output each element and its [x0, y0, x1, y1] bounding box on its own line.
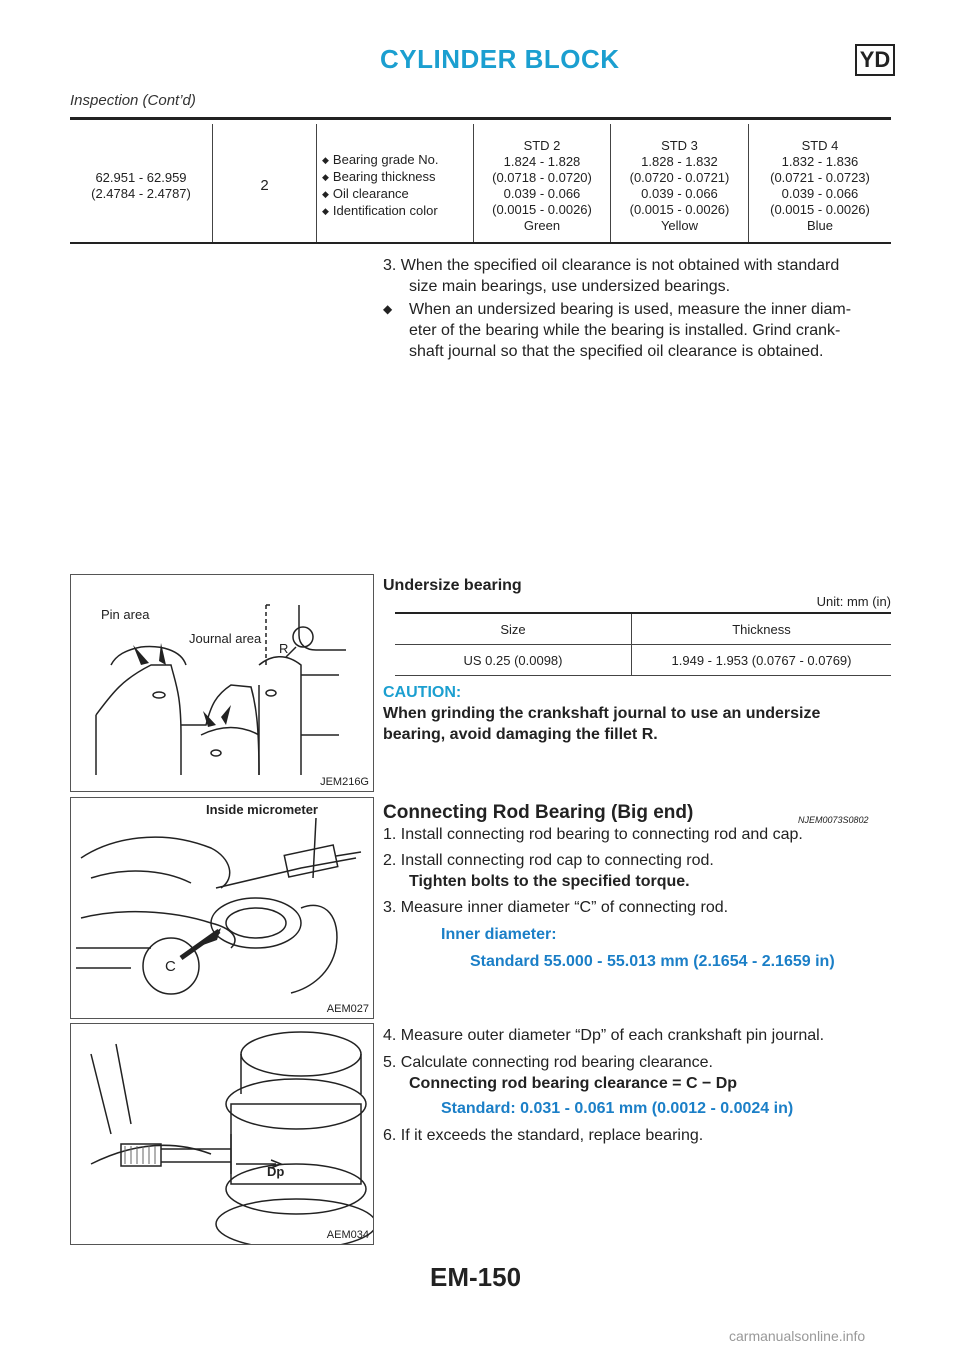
- journal-area-label: Journal area: [189, 631, 262, 646]
- undersize-table: [395, 612, 891, 676]
- engine-badge: YD: [855, 44, 895, 76]
- inner-diameter-label: Inner diameter:: [441, 926, 557, 943]
- bullet-icon: ◆: [383, 302, 393, 316]
- connrod-step-6: 6. If it exceeds the standard, replace bearing.: [383, 1127, 704, 1144]
- figure-caption: JEM216G: [320, 776, 369, 788]
- journal-diameter-cell: 62.951 - 62.959 (2.4784 - 2.4787): [91, 170, 191, 201]
- undersize-row: US 0.25 (0.0098) 1.949 - 1.953 (0.0767 - 0.0769): [395, 645, 891, 675]
- label-grade: ◆ Bearing grade No.: [322, 152, 438, 169]
- table-bottom-rule: [70, 242, 891, 244]
- clearance-standard: Standard: 0.031 - 0.061 mm (0.0012 - 0.0024 in): [441, 1100, 794, 1117]
- figure-aem027: [70, 797, 374, 1019]
- c-label: C: [165, 958, 176, 975]
- inside-micrometer-illustration: [71, 798, 373, 1018]
- std4-cell: STD 4 1.832 - 1.836 (0.0721 - 0.0723) 0.039 - 0.066 (0.0015 - 0.0026) Blue: [770, 138, 870, 233]
- figure-caption: AEM034: [326, 1229, 369, 1241]
- label-clearance: ◆ Oil clearance: [322, 186, 438, 203]
- dp-label: Dp: [267, 1164, 285, 1179]
- caution-label: CAUTION:: [383, 684, 462, 701]
- label-cell: [322, 130, 472, 242]
- std2-cell: STD 2 1.824 - 1.828 (0.0718 - 0.0720) 0.039 - 0.066 (0.0015 - 0.0026) Green: [492, 138, 592, 233]
- undersize-header-row: Size Thickness: [395, 614, 891, 644]
- step-3: 3. When the specified oil clearance is not obtained with standard size main bearings, use undersized bearings.: [383, 257, 840, 295]
- inside-micrometer-label: Inside micrometer: [206, 802, 318, 817]
- page-subtitle: Inspection (Cont’d): [70, 92, 196, 109]
- connrod-step-5: 5. Calculate connecting rod bearing clearance. Connecting rod bearing clearance = C − Dp: [383, 1054, 738, 1092]
- connrod-step-2: 2. Install connecting rod cap to connecting rod. Tighten bolts to the specified torque.: [383, 852, 714, 890]
- label-color: ◆ Identification color: [322, 203, 438, 220]
- inner-diameter-standard: Standard 55.000 - 55.013 mm (2.1654 - 2.1659 in): [470, 953, 835, 970]
- fillet-r-label: R: [279, 641, 289, 656]
- label-thickness: ◆ Bearing thickness: [322, 169, 438, 186]
- outer-micrometer-illustration: [71, 1024, 373, 1244]
- grade-cell: 2: [260, 177, 269, 194]
- figure-jem216g: [70, 574, 374, 792]
- unit-label: Unit: mm (in): [816, 594, 891, 609]
- std3-cell: STD 3 1.828 - 1.832 (0.0720 - 0.0721) 0.039 - 0.066 (0.0015 - 0.0026) Yellow: [629, 138, 730, 233]
- connrod-step-4: 4. Measure outer diameter “Dp” of each crankshaft pin journal.: [383, 1027, 825, 1044]
- connrod-step-3: 3. Measure inner diameter “C” of connecting rod.: [383, 899, 729, 916]
- undersize-heading: Undersize bearing: [383, 577, 522, 594]
- figure-caption: AEM027: [326, 1003, 369, 1015]
- pin-area-label: Pin area: [101, 607, 150, 622]
- caution-text: When grinding the crankshaft journal to use an undersize bearing, avoid damaging the fillet R.: [383, 705, 821, 743]
- connrod-step-1: 1. Install connecting rod bearing to connecting rod and cap.: [383, 826, 803, 843]
- section-code: NJEM0073S0802: [798, 815, 869, 825]
- page-number: EM-150: [430, 1262, 522, 1292]
- bullet-undersize: ◆ When an undersized bearing is used, measure the inner diam- eter of the bearing while the bearing is installed. Grind crank- shaft journal so that the specified oil clearance is obtained.: [383, 301, 852, 360]
- figure-aem034: [70, 1023, 374, 1245]
- page-title: CYLINDER BLOCK: [380, 44, 620, 74]
- connrod-heading: Connecting Rod Bearing (Big end): [383, 802, 694, 823]
- crankshaft-pin-journal-illustration: [71, 575, 373, 791]
- watermark: carmanualsonline.info: [729, 1328, 866, 1344]
- header-rule: [70, 117, 891, 120]
